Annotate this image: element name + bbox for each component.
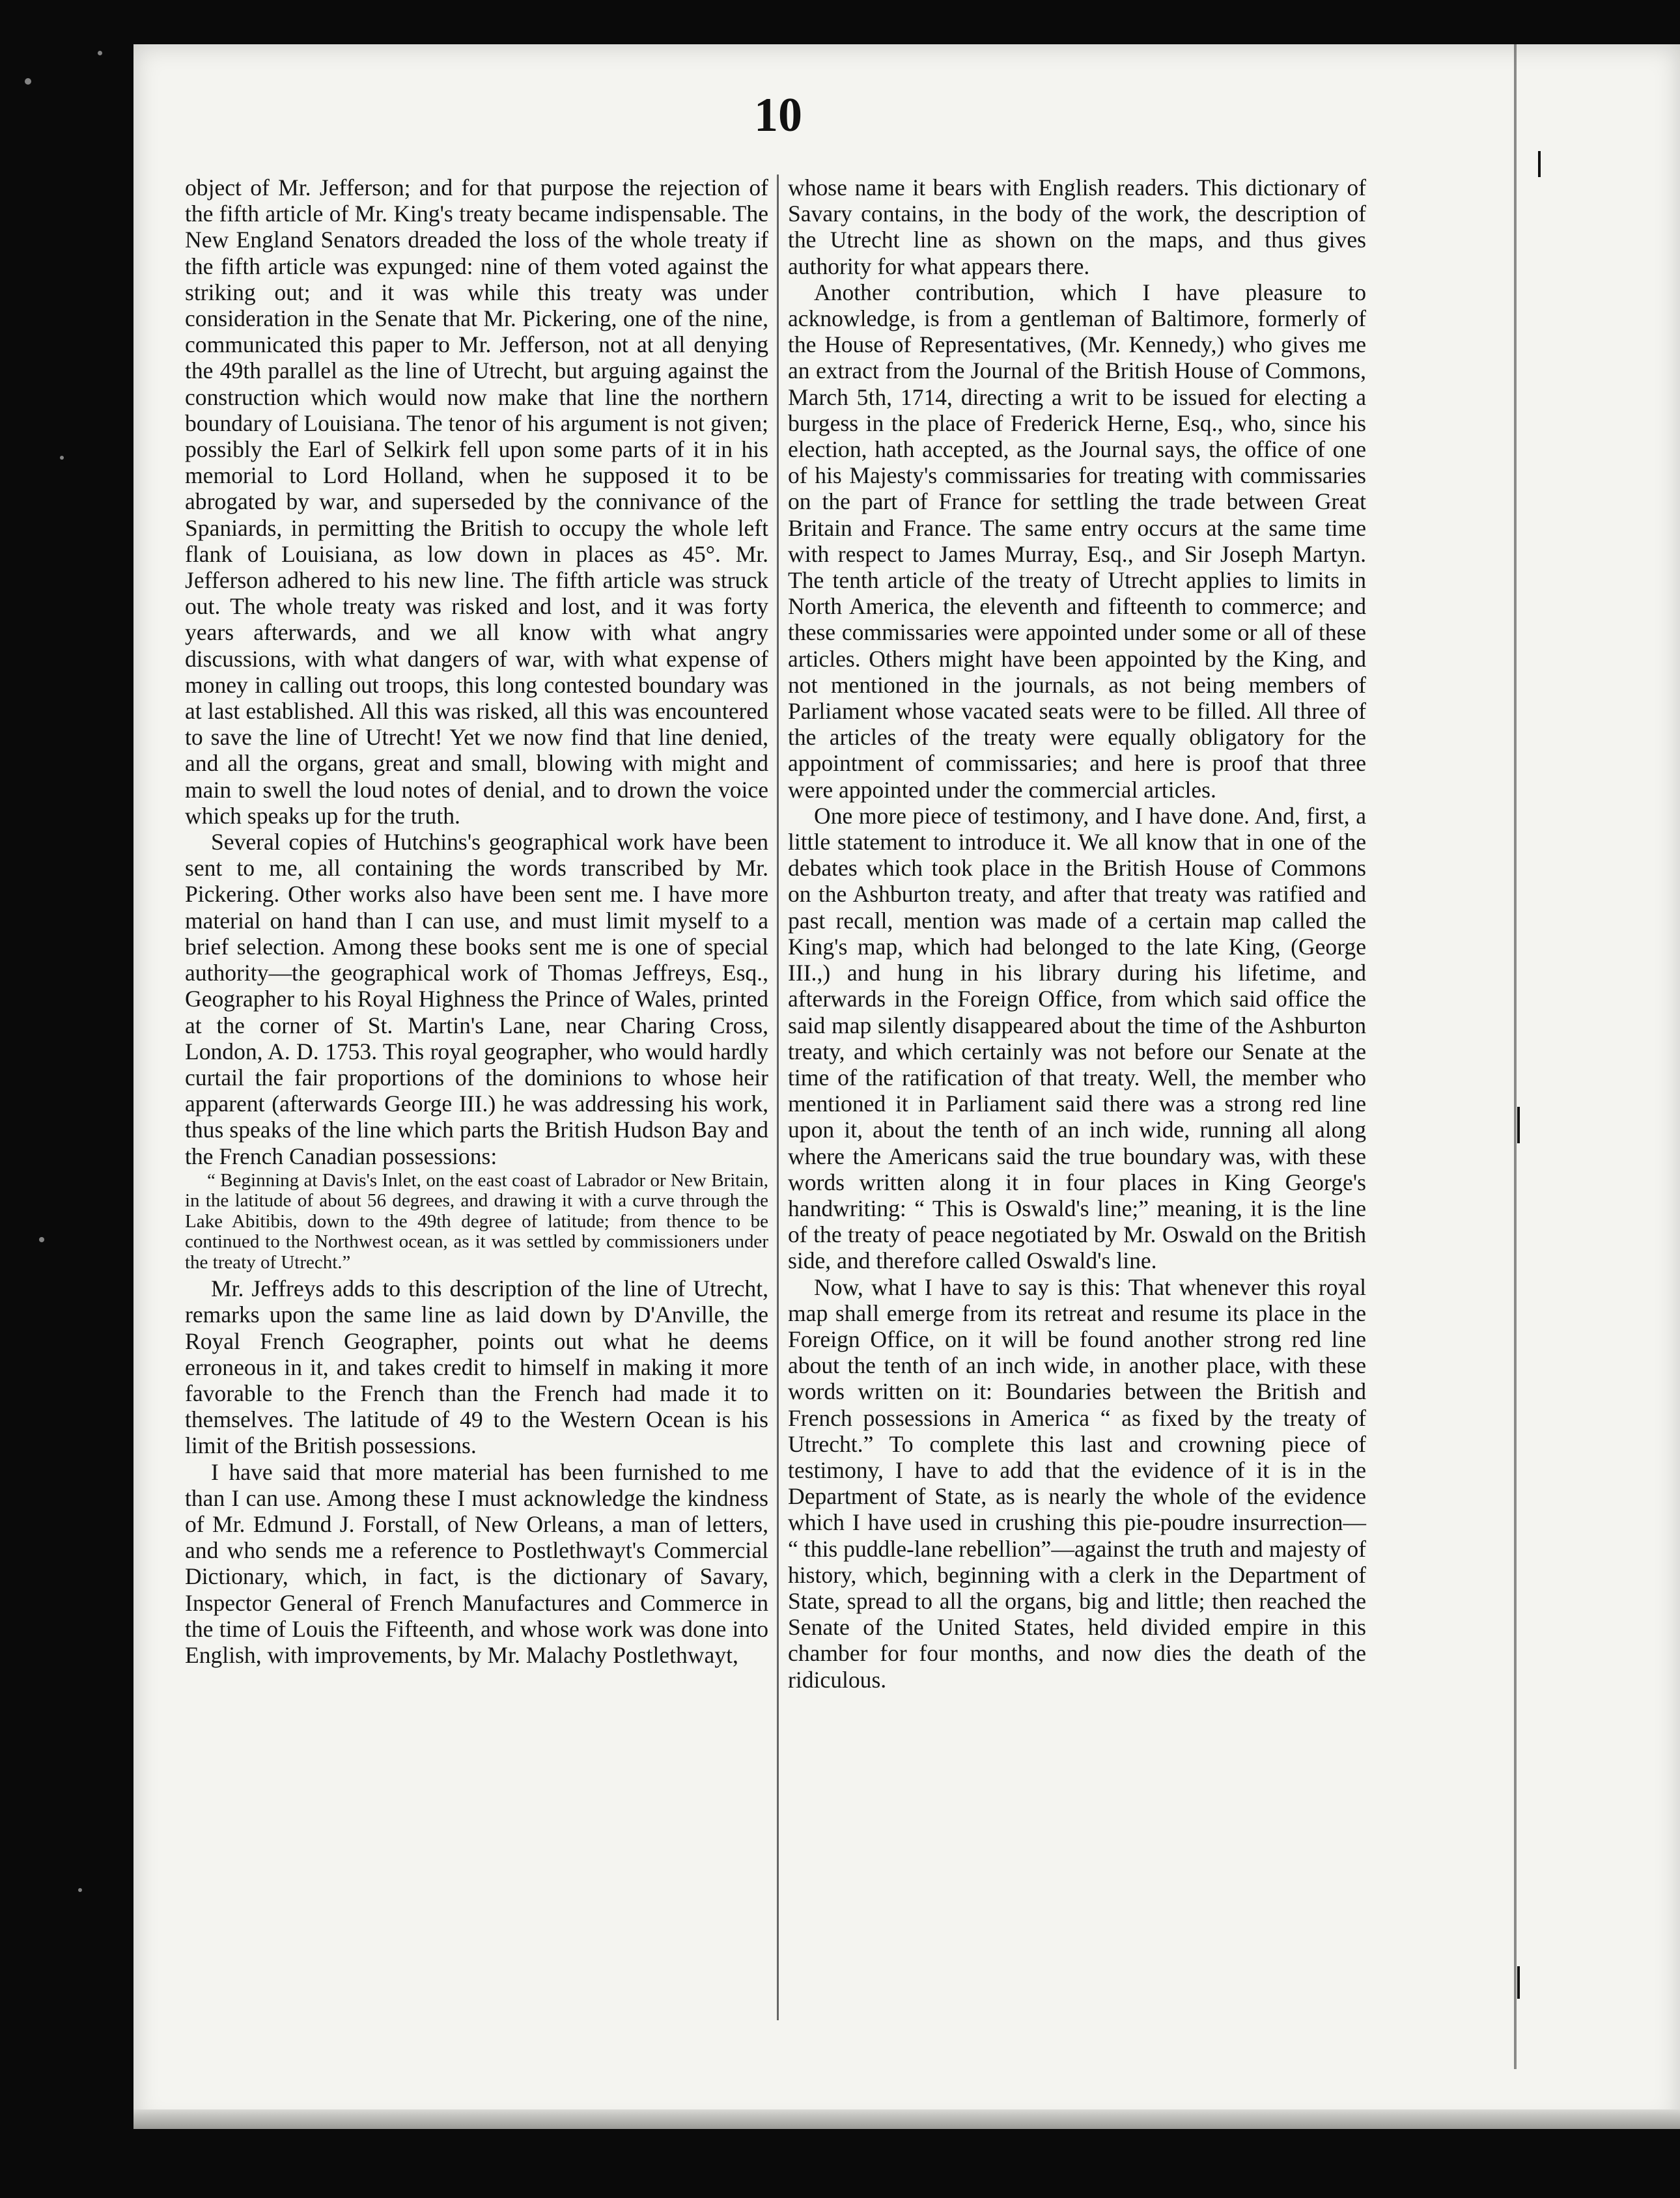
paragraph: Another contribution, which I have pleasure to acknowledge, is from a gentleman of Baltimore, formerly of the House of Representatives, (Mr. Kennedy,) who gives me an extract from the Journal of the British House of Commons, March 5th, 1714, directing a writ to be issued for electing a burgess in the place of Frederick Herne, Esq., who, since his election, hath accepted, as the Journal says, the office of one of his Majesty's commissaries for treating with commissaries on the part of France for settling the trade between Great Britain and France. The same entry occurs at the same time with respect to James Murray, Esq., and Sir Joseph Martyn. The tenth article of the treaty of Utrecht applies to limits in North America, the eleventh and fifteenth to commerce; and these commissaries were appointed under some or all of these articles. Others might have been appointed by the King, and not mentioned in the journals, as not being members of Parliament whose vacated seats were to be filled. All three of the articles of the treaty were equally obligatory for the appointment of commissaries; and here is proof that three were appointed under the commercial articles.	[788, 279, 1366, 803]
margin-mark	[1517, 1966, 1520, 1999]
scan-speck	[39, 1237, 44, 1242]
scan-speck	[98, 51, 102, 55]
page-bottom-edge	[133, 2109, 1680, 2129]
paragraph: Several copies of Hutchins's geographical work have been sent to me, all containing the words transcribed by Mr. Pickering. Other works also have been sent me. I have more material on hand than I can use, and must limit myself to a brief selection. Among these books sent me is one of special authority—the geographical work of Thomas Jeffreys, Esq., Geographer to his Royal Highness the Prince of Wales, printed at the corner of St. Martin's Lane, near Charing Cross, London, A. D. 1753. This royal geographer, who would hardly curtail the fair proportions of the dominions to whose heir apparent (afterwards George III.) he was addressing his work, thus speaks of the line which parts the British Hudson Bay and the French Canadian possessions:	[185, 829, 768, 1169]
block-quote: “ Beginning at Davis's Inlet, on the east coast of Labrador or New Britain, in the latitude of about 56 degrees, and drawing it with a curve through the Lake Abitibis, down to the 49th degree of latitude; from thence to be continued to the Northwest ocean, as it was settled by commissioners under the treaty of Utrecht.”	[185, 1169, 768, 1273]
page-number: 10	[754, 89, 802, 142]
left-text-column	[185, 174, 768, 1668]
paragraph: Now, what I have to say is this: That whenever this royal map shall emerge from its retreat and resume its place in the Foreign Office, on it will be found another strong red line about the tenth of an inch wide, in another place, with these words written on it: Boundaries between the British and French possessions in America “ as fixed by the treaty of Utrecht.” To complete this last and crowning piece of testimony, I have to add that the evidence of it is in the Department of State, as is nearly the whole of the evidence which I have used in crushing this pie-poudre insurrection— “ this puddle-lane rebellion”—against the truth and majesty of history, which, beginning with a clerk in the Department of State, spread to all the organs, big and little; then reached the Senate of the United States, held divided empire in this chamber for four months, and now dies the death of the ridiculous.	[788, 1273, 1366, 1693]
margin-mark	[1517, 1107, 1520, 1143]
paragraph: One more piece of testimony, and I have done. And, first, a little statement to introduce it. We all know that in one of the debates which took place in the British House of Commons on the Ashburton treaty, and after that treaty was ratified and past recall, mention was made of a certain map called the King's map, which had belonged to the late King, (George III.,) and hung in his library during his lifetime, and afterwards in the Foreign Office, from which said office the said map silently disappeared about the time of the Ashburton treaty, and which certainly was not before our Senate at the time of the ratification of that treaty. Well, the member who mentioned it in Parliament said there was a strong red line upon it, about the tenth of an inch wide, running all along where the Americans said the true boundary was, with these words written along it in four places in King George's handwriting: “ This is Oswald's line;” meaning, it is the line of the treaty of peace negotiated by Mr. Oswald on the British side, and therefore called Oswald's line.	[788, 802, 1366, 1274]
column-divider	[777, 174, 779, 2020]
paragraph: whose name it bears with English readers. This dictionary of Savary contains, in the body of the work, the description of the Utrecht line as shown on the maps, and thus gives authority for what appears there.	[788, 174, 1366, 279]
page-edge-line	[1514, 44, 1517, 2069]
scan-speck	[25, 78, 31, 85]
scan-speck	[78, 1888, 82, 1892]
paragraph: I have said that more material has been furnished to me than I can use. Among these I must acknowledge the kindness of Mr. Edmund J. Forstall, of New Orleans, a man of letters, and who sends me a reference to Postlethwayt's Commercial Dictionary, which, in fact, is the dictionary of Savary, Inspector General of French Manufactures and Commerce in the time of Louis the Fifteenth, and whose work was done into English, with improvements, by Mr. Malachy Postlethwayt,	[185, 1458, 768, 1669]
margin-mark	[1538, 151, 1541, 177]
paragraph: object of Mr. Jefferson; and for that purpose the rejection of the fifth article of Mr. King's treaty became indispensable. The New England Senators dreaded the loss of the whole treaty if the fifth article was expunged: nine of them voted against the striking out; and it was while this treaty was under consideration in the Senate that Mr. Pickering, one of the nine, communicated this paper to Mr. Jefferson, not at all denying the 49th parallel as the line of Utrecht, but arguing against the construction which would now make that line the northern boundary of Louisiana. The tenor of his argument is not given; possibly the Earl of Selkirk fell upon some parts of it in his memorial to Lord Holland, when he supposed it to be abrogated by war, and superseded by the connivance of the Spaniards, in permitting the British to occupy the whole left flank of Louisiana, as low down in places as 45°. Mr. Jefferson adhered to his new line. The fifth article was struck out. The whole treaty was risked and lost, and it was forty years afterwards, and we all know with what angry discussions, with what dangers of war, with what expense of money in calling out troops, this long contested boundary was at last established. All this was risked, all this was encountered to save the line of Utrecht! Yet we now find that line denied, and all the organs, great and small, blowing with might and main to swell the loud notes of denial, and to drown the voice which speaks up for the truth.	[185, 174, 768, 829]
paragraph: Mr. Jeffreys adds to this description of the line of Utrecht, remarks upon the same line as laid down by D'Anville, the Royal French Geographer, points out what he deems erroneous in it, and takes credit to himself in making it more favorable to the French than the French had made it to themselves. The latitude of 49 to the Western Ocean is his limit of the British possessions.	[185, 1275, 768, 1459]
right-text-column	[788, 174, 1366, 1693]
scan-speck	[60, 456, 64, 460]
